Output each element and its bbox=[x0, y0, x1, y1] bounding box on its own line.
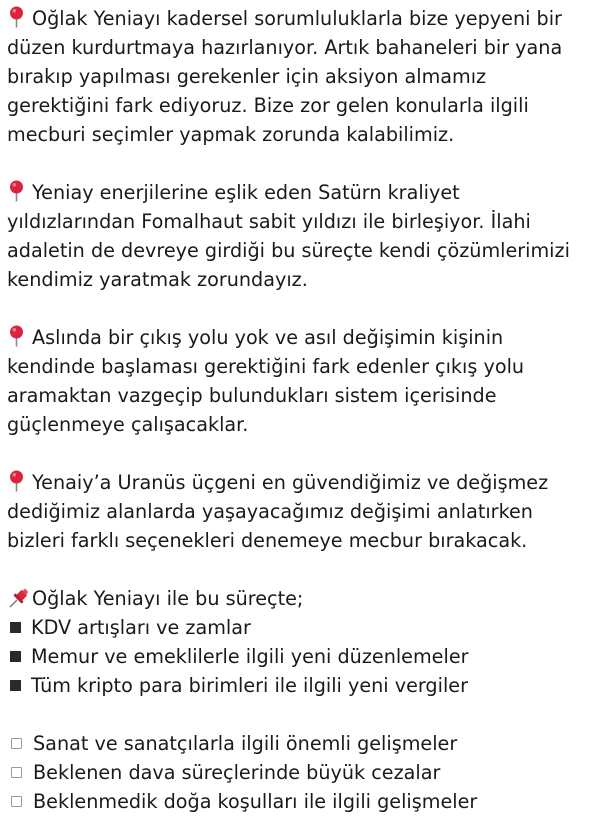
list-item bbox=[7, 671, 592, 700]
paragraph-4 bbox=[7, 468, 592, 555]
list-item-text: Tüm kripto para birimleri ile ilgili yeni vergiler bbox=[31, 674, 468, 697]
list-item-text: Sanat ve sanatçılarla ilgili önemli gelişmeler bbox=[33, 732, 458, 755]
list-heading bbox=[7, 584, 592, 613]
filled-bullet-list bbox=[7, 613, 592, 700]
paragraph-3 bbox=[7, 323, 592, 439]
list-item-text: KDV artışları ve zamlar bbox=[31, 616, 251, 639]
paragraph-1 bbox=[7, 4, 592, 149]
list-item bbox=[7, 729, 592, 758]
list-spacer bbox=[7, 700, 592, 729]
empty-bullet-list bbox=[7, 729, 592, 816]
round-pushpin-icon bbox=[7, 470, 26, 492]
list-item-text: Beklenen dava süreçlerinde büyük cezalar bbox=[33, 761, 441, 784]
paragraph-text: Oğlak Yeniayı kadersel sorumluluklarla bize yepyeni bir düzen kurdurtmaya hazırlanıyor. Artık bahaneleri bir yana bırakıp yapılması gerekenler için aksiyon almamız gerektiğini fark ediyoruz. Bize zor gelen konularla ilgili mecburi seçimler yapmak zorunda kalabilimiz. bbox=[7, 7, 563, 146]
list-item bbox=[7, 758, 592, 787]
list-item bbox=[7, 642, 592, 671]
list-item bbox=[7, 787, 592, 816]
pushpin-icon bbox=[7, 587, 31, 609]
list-item-text: Memur ve emeklilerle ilgili yeni düzenlemeler bbox=[31, 645, 469, 668]
round-pushpin-icon bbox=[7, 325, 26, 347]
white-square-icon bbox=[11, 767, 22, 778]
black-square-icon bbox=[10, 651, 21, 662]
list-section bbox=[7, 584, 592, 816]
black-square-icon bbox=[10, 622, 21, 633]
list-item bbox=[7, 613, 592, 642]
list-heading-text: Oğlak Yeniayı ile bu süreçte; bbox=[32, 587, 304, 610]
paragraph-text: Yenaiy’a Uranüs üçgeni en güvendiğimiz ve değişmez dediğimiz alanlarda yaşayacağımız değişimi anlatırken bizleri farklı seçenekleri denemeye mecbur bırakacak. bbox=[7, 471, 549, 552]
white-square-icon bbox=[11, 738, 22, 749]
black-square-icon bbox=[10, 680, 21, 691]
white-square-icon bbox=[11, 796, 22, 807]
paragraph-text: Yeniay enerjilerine eşlik eden Satürn kraliyet yıldızlarından Fomalhaut sabit yıldızı ile birleşiyor. İlahi adaletin de devreye girdiği bu süreçte kendi çözümlerimizi kendimiz yaratmak zorundayız. bbox=[7, 181, 570, 291]
paragraph-2 bbox=[7, 178, 592, 294]
round-pushpin-icon bbox=[7, 6, 26, 28]
round-pushpin-icon bbox=[7, 180, 26, 202]
paragraph-text: Aslında bir çıkış yolu yok ve asıl değişimin kişinin kendinde başlaması gerektiğini fark edenler çıkış yolu aramaktan vazgeçip bulundukları sistem içerisinde güçlenmeye çalışacaklar. bbox=[7, 326, 525, 436]
list-item-text: Beklenmedik doğa koşulları ile ilgili gelişmeler bbox=[33, 790, 478, 813]
